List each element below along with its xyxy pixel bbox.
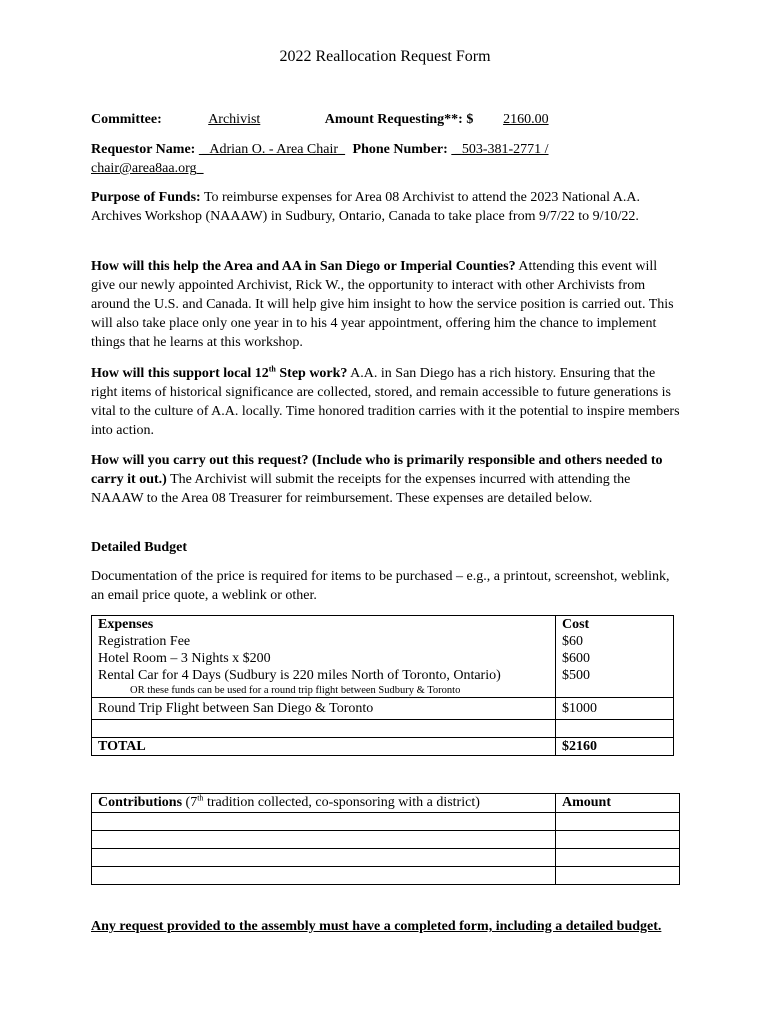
requestor-value[interactable]: Adrian O. - Area Chair <box>209 142 339 157</box>
contributions-detail: (7th tradition collected, co-sponsoring with a district) <box>182 793 480 810</box>
table-row <box>92 738 674 756</box>
budget-table <box>91 615 674 756</box>
phone-label: Phone Number: <box>352 142 448 157</box>
flight-cost: $1000 <box>556 698 674 720</box>
expense-item-cost: $600 <box>562 651 590 666</box>
carry-text: The Archivist will submit the receipts for the expenses incurred with attending the NAAAW to the Area 08 Treasurer for reimbursement. These expenses are detailed below. <box>91 472 631 506</box>
requestor-label: Requestor Name: <box>91 142 196 157</box>
support-label: How will this support local 12th Step work? <box>91 364 348 381</box>
amount-currency: $ <box>466 112 474 127</box>
budget-heading: Detailed Budget <box>91 540 188 555</box>
total-label: TOTAL <box>92 738 556 756</box>
expense-item-label: Rental Car for 4 Days (Sudbury is 220 miles North of Toronto, Ontario) <box>98 668 501 683</box>
email-value[interactable]: chair@area8aa.org <box>91 161 197 176</box>
carry-label: How will you carry out this request? (Include who is primarily responsible and others needed to carry it out.) <box>91 453 663 487</box>
expenses-header: Expenses <box>98 617 154 632</box>
table-row <box>92 794 680 813</box>
contributions-table <box>91 793 680 885</box>
form-title: 2022 Reallocation Request Form <box>279 48 491 65</box>
expense-item-cost: $60 <box>562 634 583 649</box>
purpose-label: Purpose of Funds: <box>91 190 201 205</box>
amount-value[interactable]: 2160.00 <box>503 112 549 127</box>
help-text: Attending this event will give our newly appointed Archivist, Rick W., the opportunity to interact with other Archivists from around the U.S. and Canada. It will help give him insight to how the service position is carried out. This will also take place only one year in to his 4 year appointment, offering him the chance to implement things that he learns at this workshop. <box>91 259 674 350</box>
amount-label: Amount Requesting**: <box>324 112 463 127</box>
table-row <box>92 720 674 738</box>
purpose-section <box>91 188 683 226</box>
committee-line <box>91 110 683 129</box>
table-row <box>92 616 674 698</box>
contributions-label: Contributions <box>98 795 183 810</box>
requestor-line: Requestor Name: _Adrian O. - Area Chair_ Phone Number: _503-381-2771 / chair@area8aa.org_ <box>91 142 549 176</box>
committee-label: Committee: <box>91 112 162 127</box>
flight-label: Round Trip Flight between San Diego & Toronto <box>92 698 556 720</box>
support-text: A.A. in San Diego has a rich history. Ensuring that the right items of historical significance are collected, stored, and remain accessible to future generations is vital to the culture of A.A. locally. Time honored tradition carries with it the potential to inspire members into action. <box>91 366 680 438</box>
expense-item-cost: $500 <box>562 668 590 683</box>
total-value: $2160 <box>556 738 674 756</box>
table-row <box>92 831 680 849</box>
alt-note: OR these funds can be used for a round trip flight between Sudbury & Toronto <box>130 685 461 696</box>
budget-note: Documentation of the price is required for items to be purchased – e.g., a printout, screenshot, weblink, an email price quote, a weblink or other. <box>91 569 670 603</box>
expense-item-label: Hotel Room – 3 Nights x $200 <box>98 651 271 666</box>
purpose-text: To reimburse expenses for Area 08 Archivist to attend the 2023 National A.A. Archives Workshop (NAAAW) in Sudbury, Ontario, Canada to take place from 9/7/22 to 9/10/22. <box>91 190 640 224</box>
committee-value[interactable]: Archivist <box>208 112 261 127</box>
help-label: How will this help the Area and AA in San Diego or Imperial Counties? <box>91 259 516 274</box>
support-section <box>91 364 683 440</box>
footer-notice: Any request provided to the assembly must have a completed form, including a detailed budget. <box>91 919 662 934</box>
amount-header: Amount <box>556 794 680 813</box>
help-section <box>91 257 683 352</box>
table-row <box>92 813 680 831</box>
table-row <box>92 867 680 885</box>
table-row <box>92 849 680 867</box>
expense-item-label: Registration Fee <box>98 634 191 649</box>
carry-section <box>91 451 683 508</box>
phone-value[interactable]: 503-381-2771 / <box>461 142 549 157</box>
cost-header: Cost <box>562 617 590 632</box>
table-row <box>92 698 674 720</box>
